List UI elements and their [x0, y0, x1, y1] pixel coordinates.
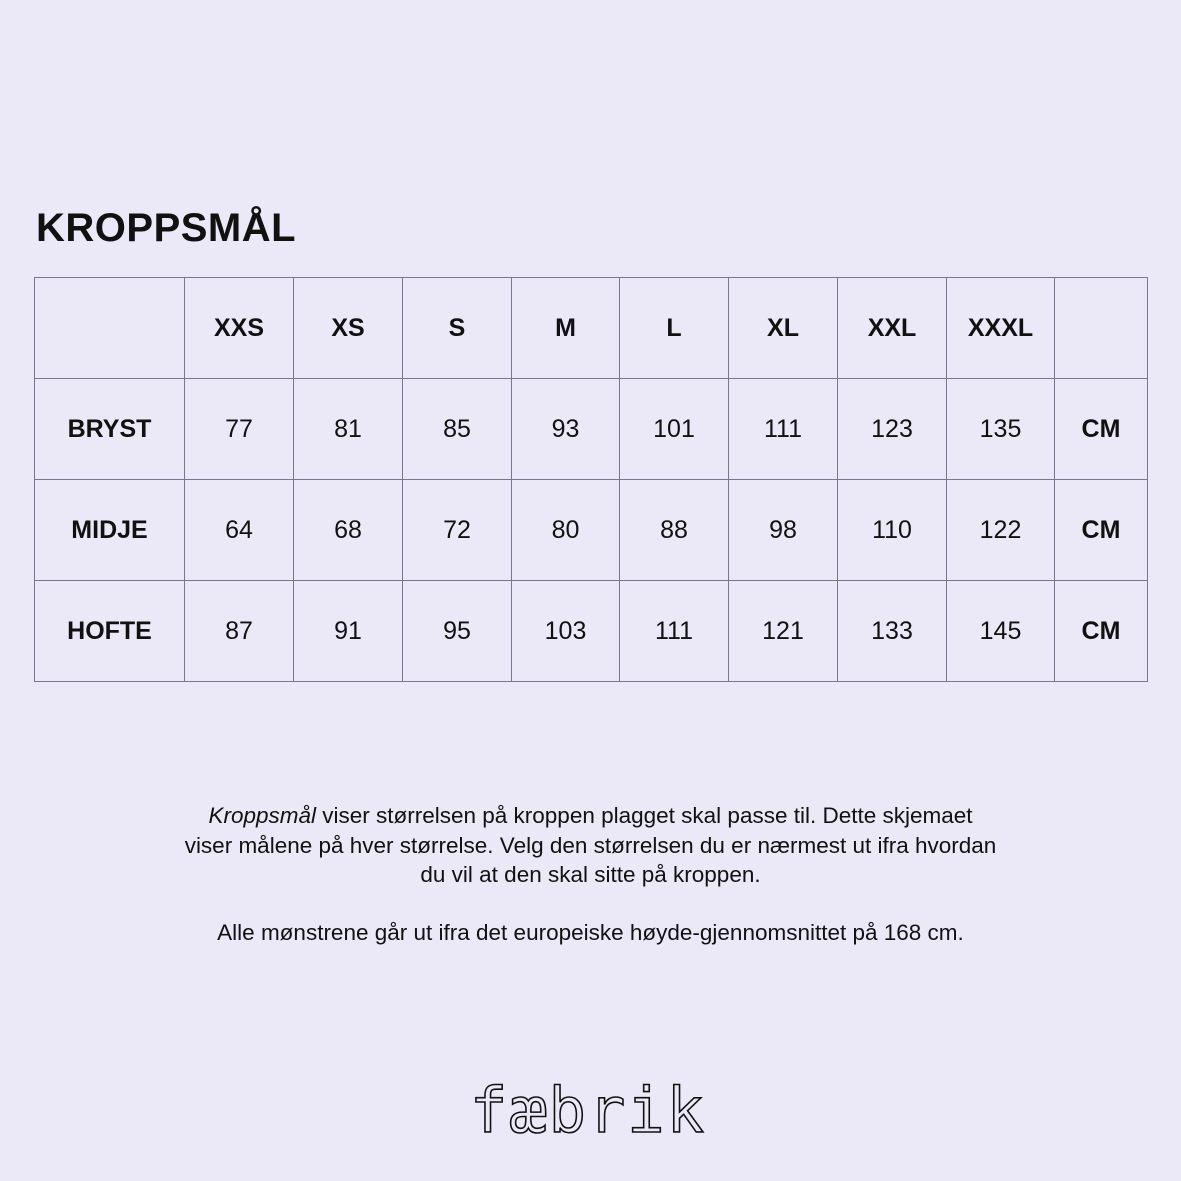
table-cell: 85	[403, 379, 512, 480]
description-lead: Kroppsmål	[208, 803, 316, 828]
height-note: Alle mønstrene går ut ifra det europeiske høyde-gjennomsnittet på 168 cm.	[217, 920, 964, 945]
table-cell: 88	[620, 480, 729, 581]
table-cell: 98	[729, 480, 838, 581]
description-line1: viser størrelsen på kroppen plagget skal passe til. Dette skjemaet	[315, 803, 973, 828]
table-cell: 81	[294, 379, 403, 480]
description-text	[90, 801, 1091, 890]
header-cell-size: L	[620, 278, 729, 379]
table-cell: 91	[294, 581, 403, 682]
size-table	[34, 277, 1148, 682]
table-cell: 68	[294, 480, 403, 581]
header-cell-size: XS	[294, 278, 403, 379]
table-cell: 123	[838, 379, 947, 480]
header-cell-size: XXS	[185, 278, 294, 379]
table-cell: 80	[512, 480, 620, 581]
row-label: HOFTE	[35, 581, 185, 682]
unit-cell: CM	[1055, 581, 1148, 682]
table-cell: 122	[947, 480, 1055, 581]
table-cell: 103	[512, 581, 620, 682]
table-row	[35, 581, 1148, 682]
table-cell: 93	[512, 379, 620, 480]
description-line2: viser målene på hver størrelse. Velg den størrelsen du er nærmest ut ifra hvordan	[184, 832, 997, 858]
description-line3: du vil at den skal sitte på kroppen.	[420, 862, 761, 887]
unit-cell: CM	[1055, 480, 1148, 581]
table-cell: 145	[947, 581, 1055, 682]
header-cell-empty	[35, 278, 185, 379]
table-cell: 111	[729, 379, 838, 480]
header-cell-size: M	[512, 278, 620, 379]
brand-logo	[470, 1078, 710, 1142]
table-cell: 72	[403, 480, 512, 581]
table-row	[35, 379, 1148, 480]
table-cell: 95	[403, 581, 512, 682]
unit-cell: CM	[1055, 379, 1148, 480]
table-cell: 111	[620, 581, 729, 682]
row-label: BRYST	[35, 379, 185, 480]
row-label: MIDJE	[35, 480, 185, 581]
table-row	[35, 480, 1148, 581]
table-header-row	[35, 278, 1148, 379]
header-cell-size: XL	[729, 278, 838, 379]
header-cell-size: XXXL	[947, 278, 1055, 379]
table-cell: 77	[185, 379, 294, 480]
logo-text: fæbrik	[470, 1078, 706, 1142]
table-cell: 101	[620, 379, 729, 480]
table-cell: 110	[838, 480, 947, 581]
page-title: KROPPSMÅL	[36, 206, 297, 250]
table-cell: 87	[185, 581, 294, 682]
table-cell: 64	[185, 480, 294, 581]
table-cell: 135	[947, 379, 1055, 480]
header-cell-empty	[1055, 278, 1148, 379]
table-cell: 121	[729, 581, 838, 682]
header-cell-size: S	[403, 278, 512, 379]
header-cell-size: XXL	[838, 278, 947, 379]
table-cell: 133	[838, 581, 947, 682]
